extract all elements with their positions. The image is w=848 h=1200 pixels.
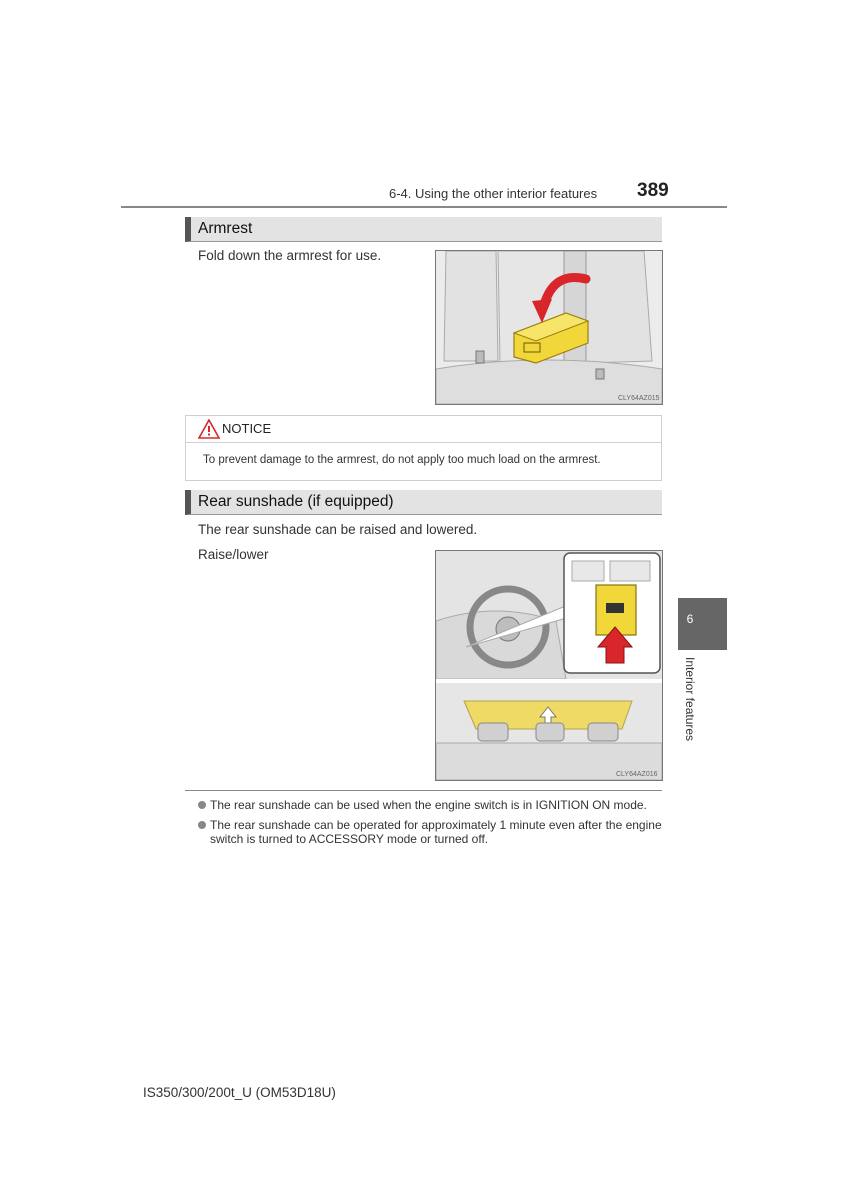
- bullet-icon: [198, 801, 206, 809]
- notes-rule: [185, 790, 662, 791]
- header-section-title: 6-4. Using the other interior features: [389, 186, 598, 201]
- sunshade-description: The rear sunshade can be raised and lowered.: [198, 522, 478, 537]
- notice-text: To prevent damage to the armrest, do not apply too much load on the armrest.: [203, 454, 601, 466]
- list-item-text: The rear sunshade can be used when the engine switch is in IGNITION ON mode.: [210, 798, 647, 812]
- armrest-instruction: Fold down the armrest for use.: [198, 248, 382, 263]
- armrest-illustration-svg: [436, 251, 662, 404]
- notice-label: NOTICE: [222, 421, 272, 436]
- sunshade-illustration: [435, 550, 663, 781]
- footer-model-code: IS350/300/200t_U (OM53D18U): [143, 1085, 336, 1100]
- notice-header: [186, 416, 661, 443]
- armrest-figure-code: CLY64AZ015: [618, 395, 660, 402]
- sunshade-action-label: Raise/lower: [198, 547, 269, 562]
- list-item-text: The rear sunshade can be operated for approximately 1 minute even after the engine switch is turned to ACCESSORY mode or turned off.: [210, 818, 662, 846]
- sunshade-illustration-svg: [436, 551, 662, 780]
- notice-box: [185, 415, 662, 481]
- list-item: [198, 818, 664, 846]
- section-heading-armrest-label: Armrest: [198, 220, 253, 237]
- section-heading-armrest: [185, 217, 662, 242]
- page-number: 389: [637, 180, 669, 201]
- armrest-illustration: [435, 250, 663, 405]
- sunshade-figure-code: CLY64AZ016: [616, 771, 658, 778]
- header-rule: [121, 206, 727, 208]
- list-item: [198, 798, 664, 812]
- chapter-number: 6: [686, 612, 694, 626]
- bullet-icon: [198, 821, 206, 829]
- chapter-tab: [678, 598, 727, 650]
- section-heading-sunshade: [185, 490, 662, 515]
- section-heading-sunshade-label: Rear sunshade (if equipped): [198, 493, 394, 510]
- warning-triangle-icon: [198, 419, 220, 439]
- chapter-label: Interior features: [683, 657, 697, 742]
